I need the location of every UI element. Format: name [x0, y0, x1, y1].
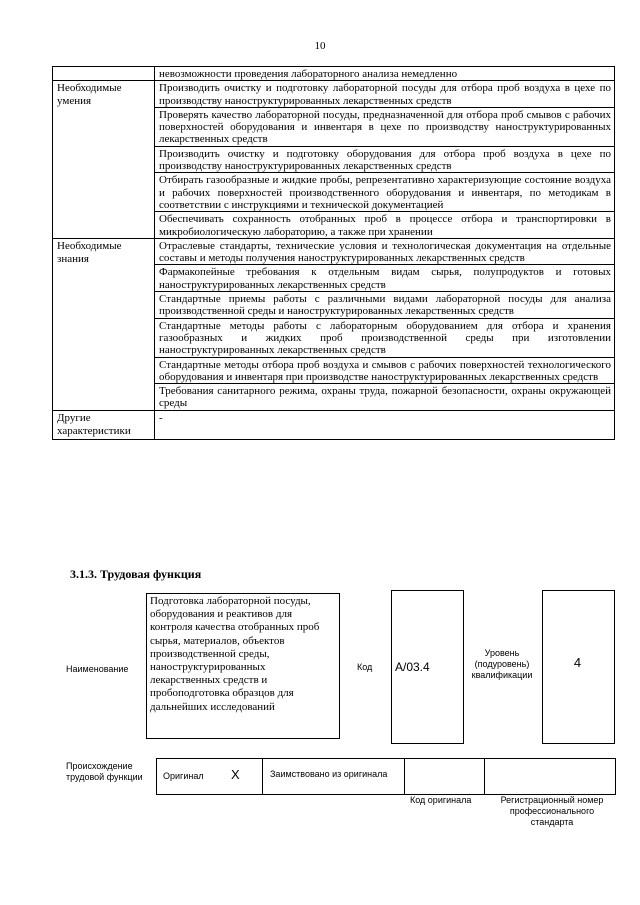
table-row	[53, 81, 615, 108]
name-label: Наименование	[66, 664, 129, 674]
table-cell: Стандартные приемы работы с различными видами лабораторной посуды для анализа производственной среды и наноструктурированных лекарственных средств	[155, 292, 615, 319]
code-value: А/03.4	[395, 660, 430, 674]
empty-label-cell	[53, 67, 155, 81]
code-original-caption: Код оригинала	[410, 795, 472, 805]
table-cell: Стандартные методы отбора проб воздуха и смывов с рабочих поверхностей технологического оборудования и инвентаря при производстве наноструктурированных лекарственных средств	[155, 357, 615, 384]
section-label-skills: Необходимые умения	[53, 81, 155, 239]
table-cell: Стандартные методы работы с лабораторным оборудованием для отбора и хранения газообразных и жидких проб производственной среды при изготовлении наноструктурированных лекарственных средств	[155, 318, 615, 357]
table-cell: -	[155, 410, 615, 439]
table-cell: Обеспечивать сохранность отобранных проб в процессе отбора и транспортировки в микробиологическую лабораторию, а также при хранении	[155, 212, 615, 239]
section-label-other: Другие характеристики	[53, 410, 155, 439]
level-value: 4	[573, 655, 582, 670]
origin-label: Происхождение трудовой функции	[66, 761, 143, 782]
level-label: Уровень (подуровень) квалификации	[471, 648, 533, 680]
original-mark: X	[231, 767, 240, 782]
table-cell: Фармакопейные требования к отдельным видам сырья, полупродуктов и готовых наноструктурированных лекарственных средств	[155, 265, 615, 292]
table-row	[53, 410, 615, 439]
table-cell: Требования санитарного режима, охраны труда, пожарной безопасности, охраны окружающей среды	[155, 384, 615, 411]
page-number: 10	[314, 40, 326, 52]
table-cell: Производить очистку и подготовку лабораторной посуды для отбора проб воздуха в цехе по производству наноструктурированных лекарственных средств	[155, 81, 615, 108]
original-label: Оригинал	[163, 771, 204, 781]
table-cell: Производить очистку и подготовку оборудования для отбора проб воздуха в цехе по производству наноструктурированных лекарственных средств	[155, 146, 615, 173]
section-heading: 3.1.3. Трудовая функция	[70, 567, 202, 581]
table-cell: Отбирать газообразные и жидкие пробы, репрезентативно характеризующие состояние воздуха и рабочих поверхностей производственного оборудования и инвентаря, по методикам в соответствии с инструкциями и технической документацией	[155, 173, 615, 212]
table-row	[53, 238, 615, 265]
origin-cell-code	[404, 759, 485, 794]
requirements-table	[52, 66, 615, 440]
table-cell: Отраслевые стандарты, технические условия и технологическая документация на отдельные составы и методы получения наноструктурированных лекарственных средств	[155, 238, 615, 265]
borrowed-label: Заимствовано из оригинала	[270, 769, 388, 779]
section-label-knowledge: Необходимые знания	[53, 238, 155, 410]
function-name-box: Подготовка лабораторной посуды, оборудования и реактивов для контроля качества отобранных проб сырья, материалов, объектов производственной среды, наноструктурированных лекарственных средств и пробоподготовка образцов для дальнейших исследований	[146, 593, 340, 739]
table-cell: невозможности проведения лабораторного анализа немедленно	[155, 67, 615, 81]
code-label: Код	[357, 662, 373, 672]
reg-number-caption: Регистрационный номер профессионального стандарта	[500, 795, 604, 827]
table-row	[53, 67, 615, 81]
table-cell: Проверять качество лабораторной посуды, предназначенной для отбора проб смывов с рабочих поверхностей оборудования и инвентаря в цехе по производству наноструктурированных лекарственных средств	[155, 107, 615, 146]
